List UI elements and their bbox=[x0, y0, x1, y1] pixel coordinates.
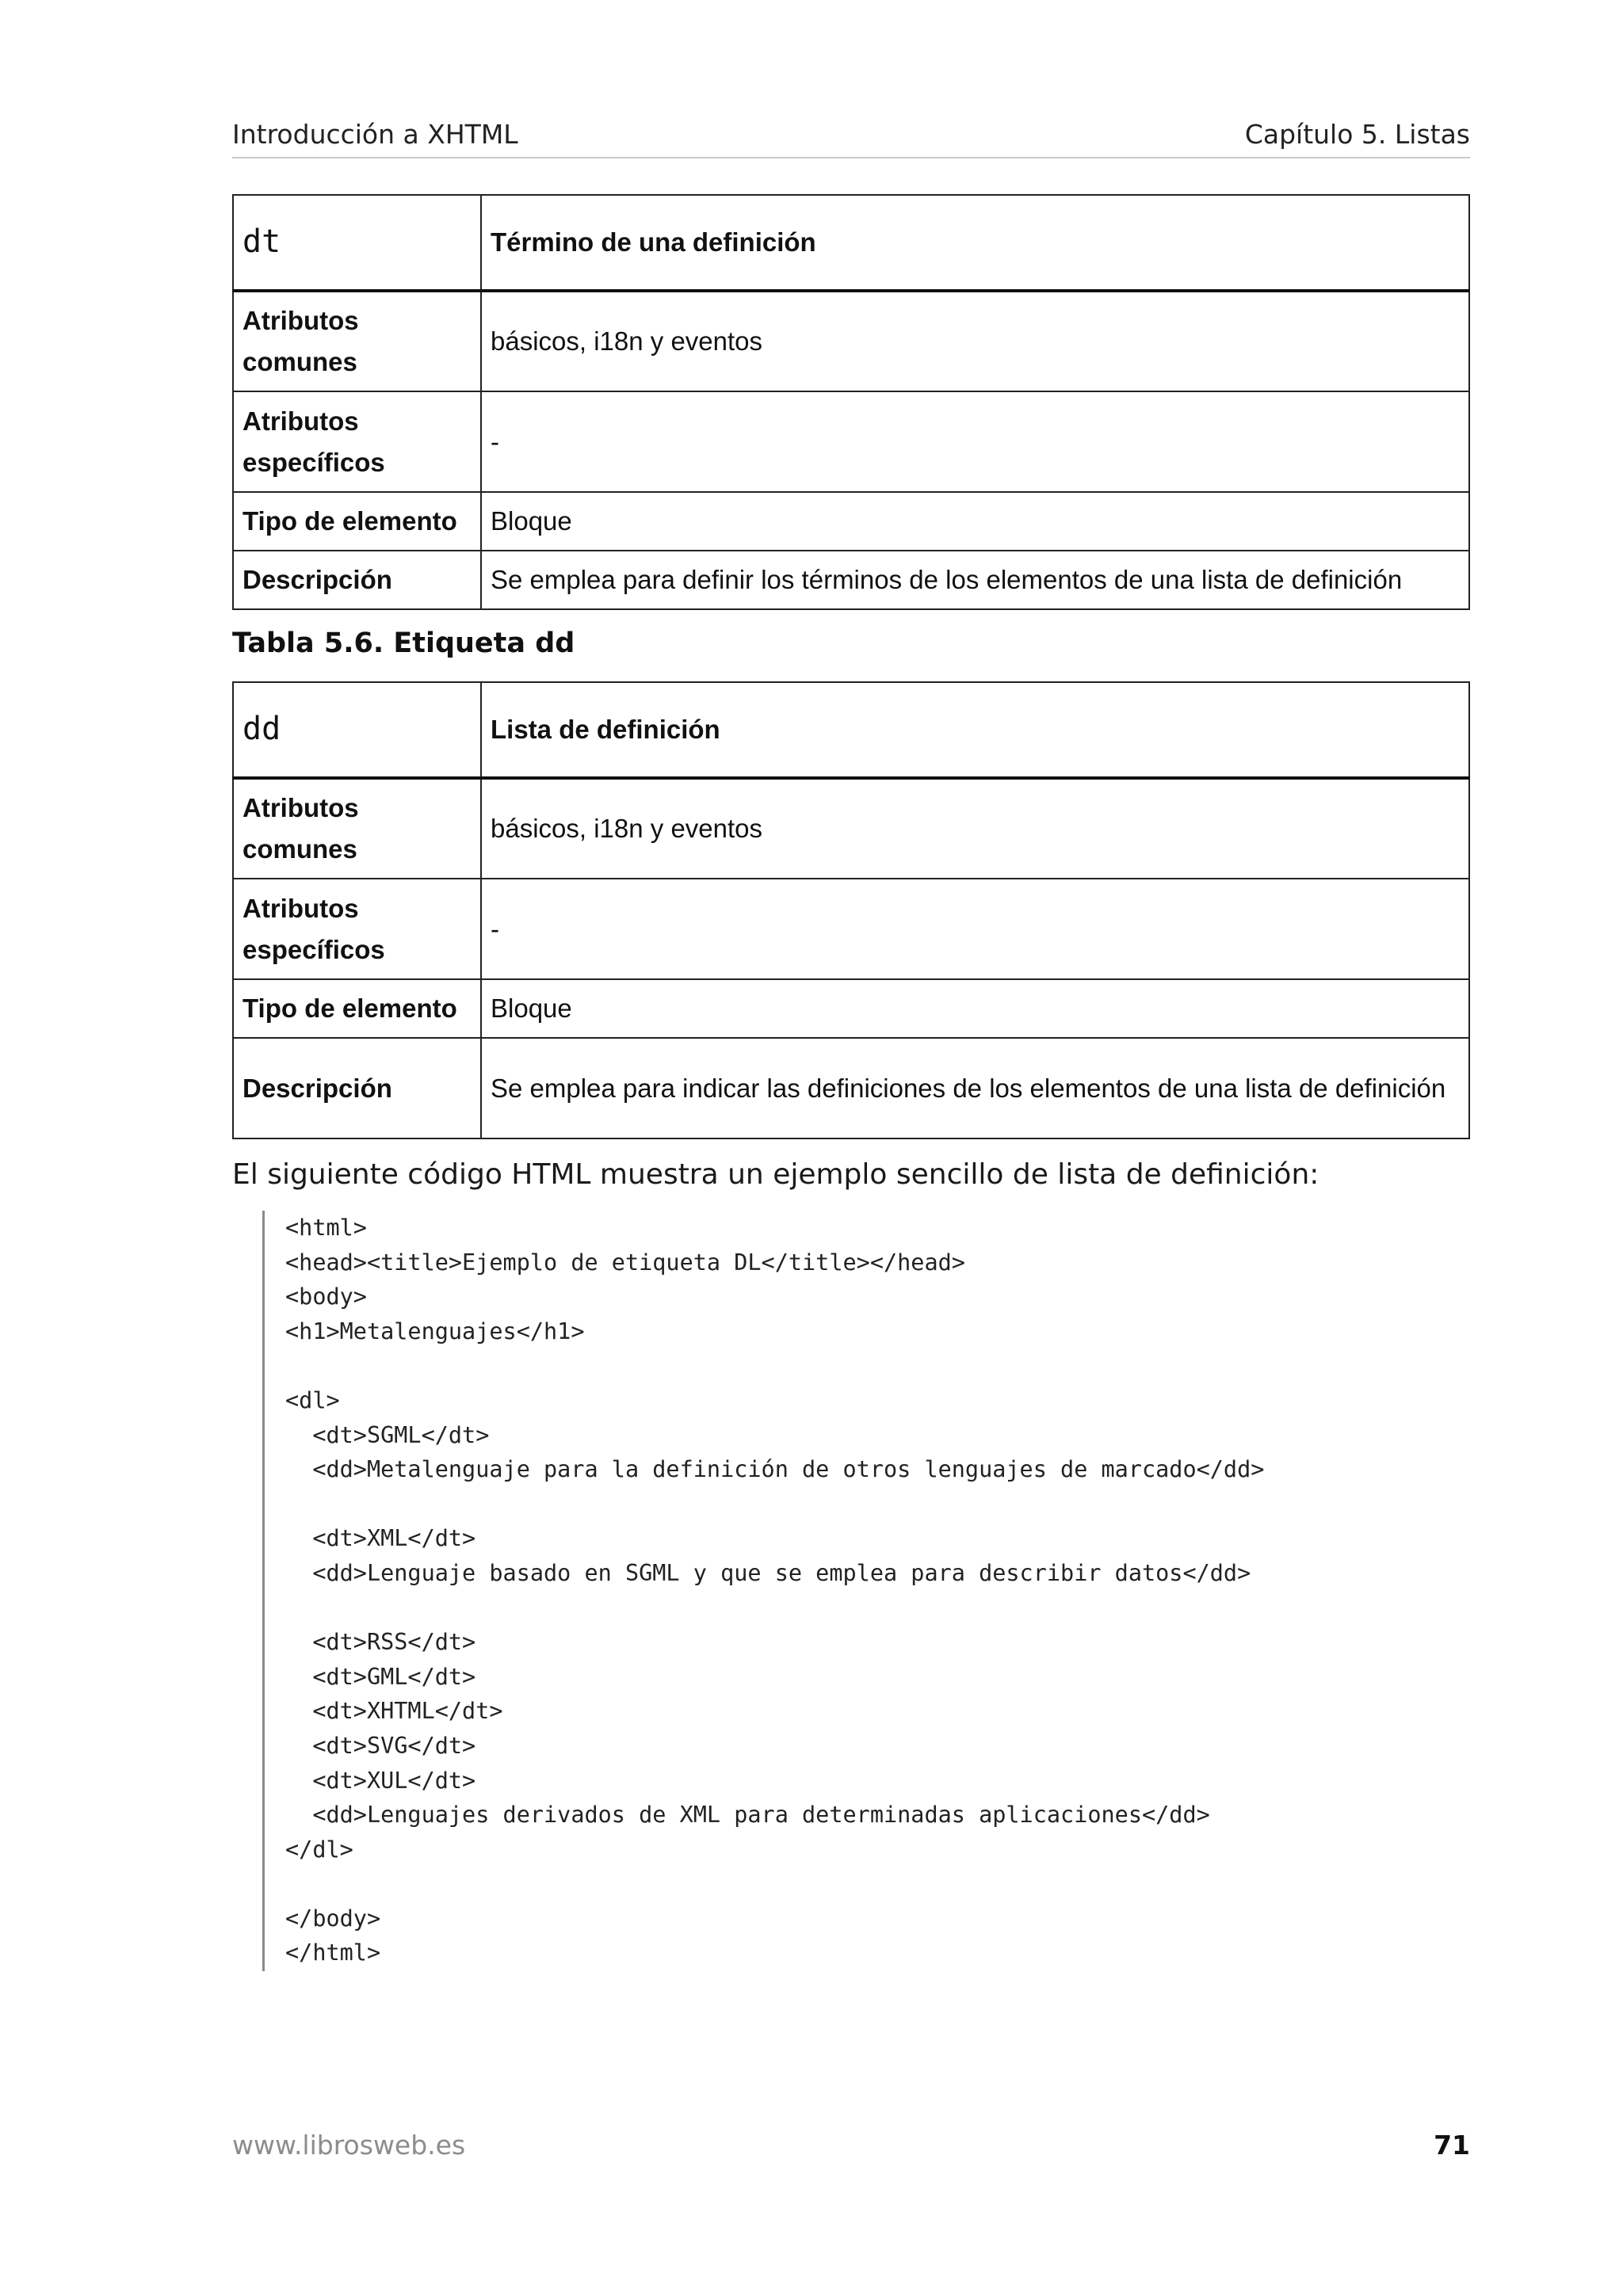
table-row bbox=[233, 979, 1469, 1038]
reference-table-dd bbox=[232, 681, 1470, 1139]
row-label: Descripción bbox=[233, 551, 481, 609]
row-value: Se emplea para indicar las definiciones de los elementos de una lista de definición bbox=[481, 1038, 1469, 1138]
code-example bbox=[262, 1211, 1374, 1971]
reference-table-dt bbox=[232, 194, 1470, 610]
book-title: Introducción a XHTML bbox=[232, 119, 518, 150]
row-value: Se emplea para definir los términos de los elementos de una lista de definición bbox=[481, 551, 1469, 609]
tag-description-cell bbox=[481, 682, 1469, 778]
row-label: Tipo de elemento bbox=[233, 492, 481, 551]
tag-name: dt bbox=[242, 223, 281, 260]
table-row bbox=[233, 879, 1469, 979]
tag-cell bbox=[233, 682, 481, 778]
row-label: Atributos específicos bbox=[233, 391, 481, 492]
tag-title: Término de una definición bbox=[491, 227, 816, 257]
table-row bbox=[233, 1038, 1469, 1138]
table-row bbox=[233, 291, 1469, 391]
row-label: Atributos comunes bbox=[233, 778, 481, 879]
table-row bbox=[233, 551, 1469, 609]
row-label: Atributos específicos bbox=[233, 879, 481, 979]
table-row bbox=[233, 492, 1469, 551]
page-number: 71 bbox=[1434, 2130, 1470, 2161]
table-header-row bbox=[233, 195, 1469, 291]
tag-description-cell bbox=[481, 195, 1469, 291]
row-value: - bbox=[481, 879, 1469, 979]
tag-title: Lista de definición bbox=[491, 715, 720, 744]
table-caption: Tabla 5.6. Etiqueta dd bbox=[232, 627, 575, 659]
tag-cell bbox=[233, 195, 481, 291]
row-value: básicos, i18n y eventos bbox=[481, 778, 1469, 879]
footer-site: www.librosweb.es bbox=[232, 2130, 466, 2161]
table-header-row bbox=[233, 682, 1469, 778]
intro-paragraph: El siguiente código HTML muestra un ejemplo sencillo de lista de definición: bbox=[232, 1158, 1319, 1191]
code-listing: <html> <head><title>Ejemplo de etiqueta DL</title></head> <body> <h1>Metalenguajes</h1> <dl> <dt>SGML</dt> <dd>Metalenguaje para la definición de otros lenguajes de marcado</dd> <dt>XML</dt> <dd>Lenguaje basado en SGML y que se emplea para describir datos</dd> <dt>RSS</dt> <dt>GML</dt> <dt>XHTML</dt> <dt>SVG</dt> <dt>XUL</dt> <dd>Lenguajes derivados de XML para determinadas aplicaciones</dd> </dl> </body> </html> bbox=[285, 1215, 1265, 1966]
table-row bbox=[233, 778, 1469, 879]
chapter-title: Capítulo 5. Listas bbox=[1244, 119, 1470, 150]
row-value: Bloque bbox=[481, 492, 1469, 551]
table-row bbox=[233, 391, 1469, 492]
running-header bbox=[232, 119, 1470, 158]
row-label: Atributos comunes bbox=[233, 291, 481, 391]
tag-name: dd bbox=[242, 711, 281, 747]
document-page bbox=[232, 0, 1470, 2296]
row-value: Bloque bbox=[481, 979, 1469, 1038]
row-label: Descripción bbox=[233, 1038, 481, 1138]
row-value: básicos, i18n y eventos bbox=[481, 291, 1469, 391]
row-label: Tipo de elemento bbox=[233, 979, 481, 1038]
row-value: - bbox=[481, 391, 1469, 492]
